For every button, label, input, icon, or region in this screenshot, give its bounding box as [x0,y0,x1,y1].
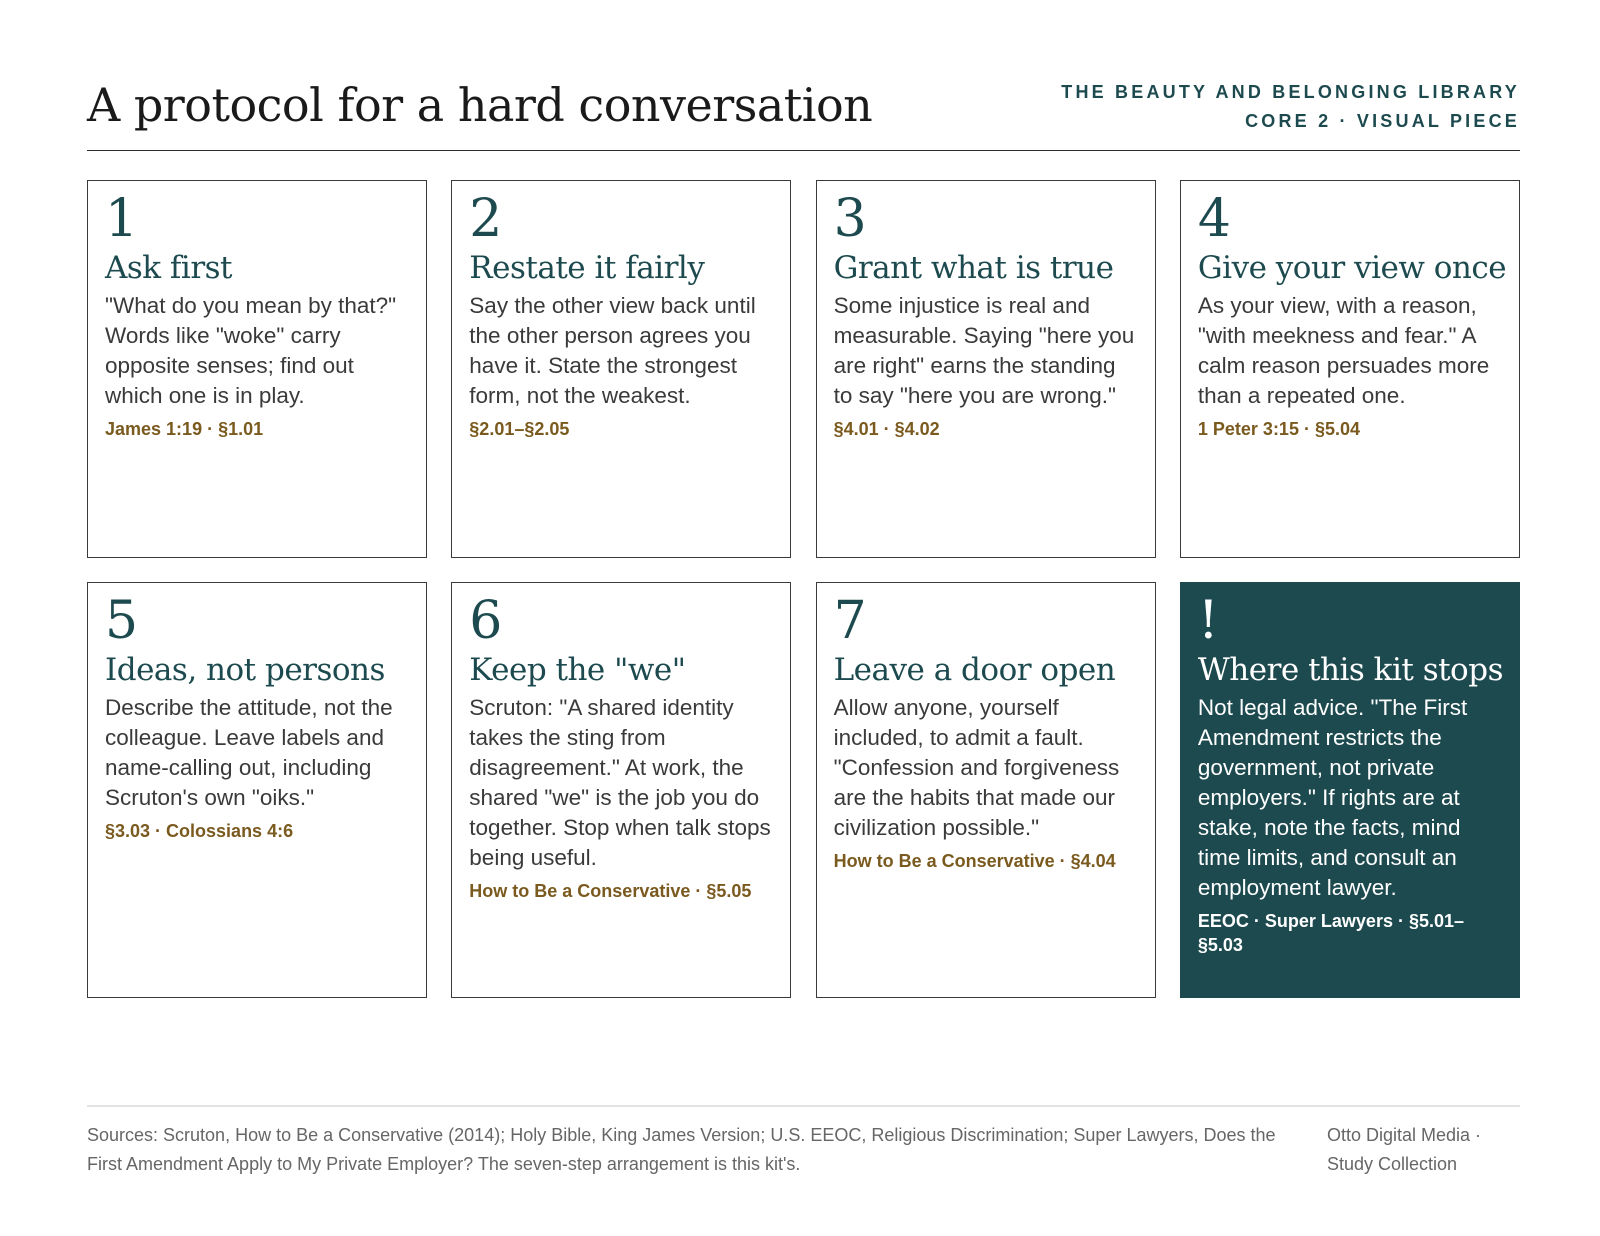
step-card [451,582,791,998]
brand-block [1061,78,1520,136]
step-title: Leave a door open [833,652,1116,688]
limits-body: Not legal advice. "The First Amendment restricts the government, not private employers." If rights are at stake, note the facts, mind time limits, and consult an employment lawyer. [1197,695,1468,900]
step-number: 1 [105,189,139,249]
footer [87,1105,1520,1174]
page-title: A protocol for a hard conversation [87,78,873,132]
step-reference: James 1:19 · §1.01 [105,419,264,439]
step-body: "What do you mean by that?" Words like "woke" carry opposite senses; find out which one is in play. [105,293,397,408]
step-reference: §4.01 · §4.02 [833,419,940,439]
step-reference: §3.03 · Colossians 4:6 [105,821,294,841]
limits-reference: EEOC · Super Lawyers · §5.01–§5.03 [1197,911,1465,955]
limits-title: Where this kit stops [1197,652,1503,688]
step-card [816,180,1156,558]
step-card [87,180,427,558]
step-title: Restate it fairly [469,250,705,286]
step-body: Some injustice is real and measurable. Saying "here you are right" earns the standing to say "here you are wrong." [833,293,1135,408]
step-reference: How to Be a Conservative · §4.04 [833,851,1116,871]
step-body: Say the other view back until the other person agrees you have it. State the strongest form, not the weakest. [469,293,756,408]
step-reference: 1 Peter 3:15 · §5.04 [1197,419,1360,439]
limits-card [1180,582,1520,998]
header [87,72,1520,151]
step-card [87,582,427,998]
step-number: 2 [469,189,503,249]
protocol-grid [87,180,1520,998]
brand-piece-label: CORE 2 · VISUAL PIECE [1245,111,1520,131]
step-title: Ask first [105,250,233,286]
step-card [1180,180,1520,558]
step-title: Ideas, not persons [105,652,385,688]
step-title: Give your view once [1197,250,1507,286]
step-body: Allow anyone, yourself included, to admit a fault. "Confession and forgiveness are the habits that made our civilization possible." [833,695,1120,840]
step-title: Grant what is true [833,250,1114,286]
step-number: 6 [469,591,503,651]
step-reference: How to Be a Conservative · §5.05 [469,881,752,901]
publisher-credit: Otto Digital Media · Study Collection [1327,1125,1482,1174]
step-body: As your view, with a reason, "with meekness and fear." A calm reason persuades more than a repeated one. [1197,293,1490,408]
step-title: Keep the "we" [469,652,686,688]
step-body: Describe the attitude, not the colleague. Leave labels and name-calling out, including Scruton's own "oiks." [105,695,393,810]
step-body: Scruton: "A shared identity takes the sting from disagreement." At work, the shared "we" is the job you do together. Stop when talk stops being useful. [469,695,771,870]
sources-note: Sources: Scruton, How to Be a Conservative (2014); Holy Bible, King James Version; U.S. EEOC, Religious Discrimination; Super Lawyers, Does the First Amendment Apply to My Private Employer? The seven-step arrangement is this kit's. [87,1125,1276,1174]
step-card [816,582,1156,998]
step-reference: §2.01–§2.05 [469,419,570,439]
page [87,0,1520,1236]
step-number: 4 [1197,189,1231,249]
step-number: 5 [105,591,139,651]
warning-mark: ! [1197,591,1219,651]
step-number: 3 [833,189,867,249]
step-card [451,180,791,558]
brand-library-name: THE BEAUTY AND BELONGING LIBRARY [1061,82,1520,102]
step-number: 7 [833,591,867,651]
